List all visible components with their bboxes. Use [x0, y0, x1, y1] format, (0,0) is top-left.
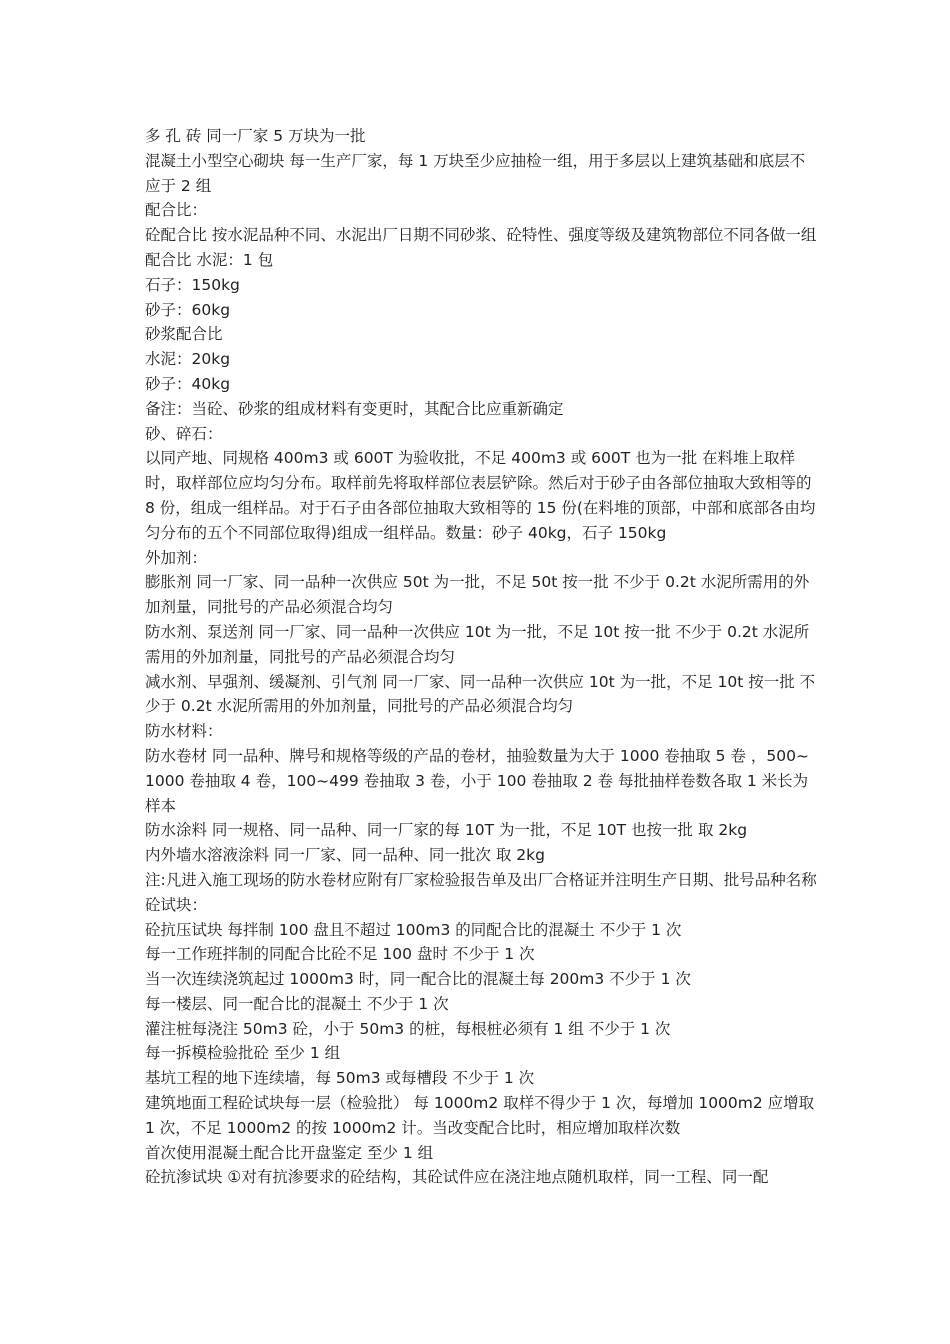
- paragraph-first-use-mix: 首次使用混凝土配合比开盘鉴定 至少 1 组: [145, 1143, 434, 1162]
- paragraph-shift-specimen: 每一工作班拌制的同配合比砼不足 100 盘时 不少于 1 次: [145, 945, 535, 964]
- paragraph-sand-gravel-sampling: 以同产地、同规格 400m3 或 600T 为验收批，不足 400m3 或 600T 也为一批 在料堆上取样时，取样部位应均匀分布。取样前先将取样部位表层铲除。然后对于砂子由各部位抽取大致相等的 8 份，组成一组样品。对于石子由各部位抽取大致相等的 15 份(在料堆的顶部，中部和底部各由均匀分布的五个不同部位取得)组成一组样品。数量：砂子 40kg，石子 150kg: [145, 449, 816, 542]
- paragraph-cement-qty: 水泥：20kg: [145, 350, 231, 369]
- paragraph-expansion-agent: 膨胀剂 同一厂家、同一品种一次供应 50t 为一批，不足 50t 按一批 不少于 0.2t 水泥所需用的外加剂量，同批号的产品必须混合均匀: [145, 573, 810, 617]
- heading-mix-ratio: 配合比：: [145, 201, 208, 220]
- paragraph-remark: 备注：当砼、砂浆的组成材料有变更时，其配合比应重新确定: [145, 399, 564, 418]
- paragraph-impermeability-specimen: 砼抗渗试块 ①对有抗渗要求的砼结构，其砼试件应在浇注地点随机取样，同一工程、同一配: [145, 1168, 769, 1187]
- paragraph-waterproof-agent: 防水剂、泵送剂 同一厂家、同一品种一次供应 10t 为一批，不足 10t 按一批 不少于 0.2t 水泥所需用的外加剂量，同批号的产品必须混合均匀: [145, 622, 810, 666]
- paragraph-note: 注:凡进入施工现场的防水卷材应附有厂家检验报告单及出厂合格证并注明生产日期、批号品种名称: [145, 870, 817, 889]
- heading-sand-gravel: 砂、碎石：: [145, 424, 223, 443]
- paragraph-concrete-block: 混凝土小型空心砌块 每一生产厂家，每 1 万块至少应抽检一组，用于多层以上建筑基础和底层不应于 2 组: [145, 151, 806, 195]
- paragraph-floor-specimen: 建筑地面工程砼试块每一层（检验批） 每 1000m2 取样不得少于 1 次，每增加 1000m2 应增取 1 次，不足 1000m2 的按 1000m2 计。当改变配合比时，相应增加取样次数: [145, 1094, 815, 1137]
- paragraph-concrete-mix: 砼配合比 按水泥品种不同、水泥出厂日期不同砂浆、砼特性、强度等级及建筑物部位不同各做一组配合比 水泥：1 包: [145, 226, 817, 269]
- paragraph-sand-qty: 砂子：60kg: [145, 300, 231, 319]
- paragraph-per-floor: 每一楼层、同一配合比的混凝土 不少于 1 次: [145, 994, 449, 1013]
- heading-admixture: 外加剂：: [145, 548, 208, 567]
- paragraph-diaphragm-wall: 基坑工程的地下连续墙，每 50m3 或每槽段 不少于 1 次: [145, 1069, 535, 1088]
- heading-waterproof-material: 防水材料：: [145, 722, 223, 741]
- paragraph-wall-coating: 内外墙水溶液涂料 同一厂家、同一品种、同一批次 取 2kg: [145, 846, 545, 865]
- document-body: [145, 124, 817, 1190]
- paragraph-waterproof-membrane: 防水卷材 同一品种、牌号和规格等级的产品的卷材，抽验数量为大于 1000 卷抽取 5 卷 ，500~1000 卷抽取 4 卷，100~499 卷抽取 3 卷，小于 100 卷抽取 2 卷 每批抽样卷数各取 1 米长为样本: [145, 746, 809, 815]
- paragraph-compression-specimen: 砼抗压试块 每拌制 100 盘且不超过 100m3 的同配合比的混凝土 不少于 1 次: [145, 920, 682, 939]
- paragraph-porous-brick: 多 孔 砖 同一厂家 5 万块为一批: [145, 127, 366, 145]
- heading-concrete-specimen: 砼试块：: [145, 895, 208, 914]
- paragraph-waterproof-coating: 防水涂料 同一规格、同一品种、同一厂家的每 10T 为一批，不足 10T 也按一批 取 2kg: [145, 821, 748, 840]
- paragraph-water-reducer: 减水剂、早强剂、缓凝剂、引气剂 同一厂家、同一品种一次供应 10t 为一批，不足 10t 按一批 不少于 0.2t 水泥所需用的外加剂量，同批号的产品必须混合均匀: [145, 672, 816, 716]
- paragraph-stone-qty: 石子：150kg: [145, 275, 240, 294]
- paragraph-formwork-removal: 每一拆模检验批砼 至少 1 组: [145, 1044, 341, 1063]
- paragraph-mortar-sand-qty: 砂子：40kg: [145, 374, 231, 393]
- heading-mortar-mix: 砂浆配合比: [145, 325, 223, 344]
- paragraph-continuous-pour: 当一次连续浇筑起过 1000m3 时，同一配合比的混凝土每 200m3 不少于 1 次: [145, 970, 691, 989]
- paragraph-cast-pile: 灌注桩每浇注 50m3 砼，小于 50m3 的桩，每根桩必须有 1 组 不少于 1 次: [145, 1019, 671, 1038]
